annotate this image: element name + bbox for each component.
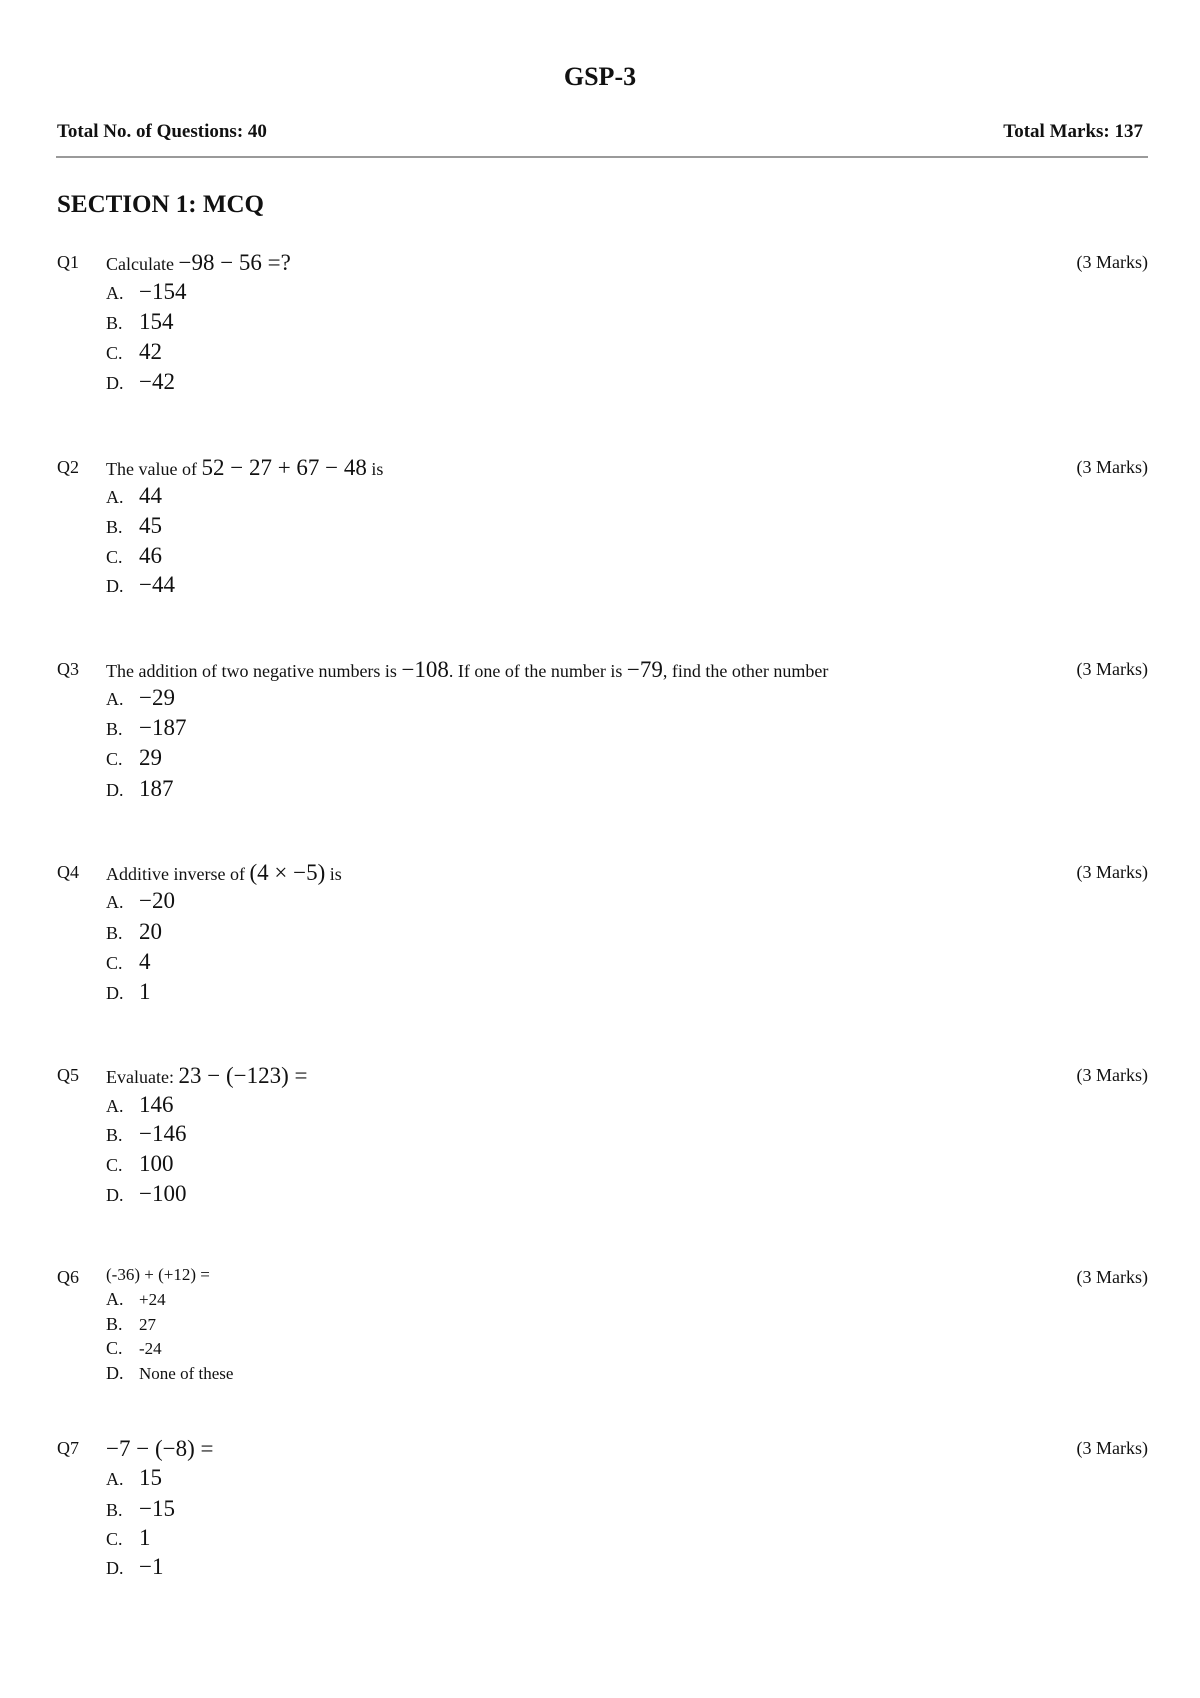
option-d — [106, 369, 175, 395]
option-b — [106, 1121, 186, 1147]
option-value: 100 — [139, 1151, 174, 1176]
question-text — [106, 1265, 210, 1285]
question-number: Q2 — [57, 457, 79, 477]
option-letter: C. — [106, 1155, 123, 1175]
option-a — [106, 1092, 174, 1118]
option-letter: B. — [106, 1500, 123, 1520]
option-value: 1 — [139, 1525, 151, 1550]
question-text-part: The addition of two negative numbers is — [106, 661, 402, 681]
question-text — [106, 1063, 307, 1089]
question-text-part: The value of — [106, 459, 202, 479]
question-math: −79 — [626, 657, 663, 682]
option-d — [106, 1181, 186, 1207]
option-letter: B. — [106, 719, 123, 739]
option-value: -24 — [139, 1339, 162, 1358]
option-value: 46 — [139, 543, 162, 568]
question-text-part: , find the other number — [662, 661, 829, 681]
option-value: −1 — [139, 1554, 164, 1579]
question-text-part: is — [366, 459, 384, 479]
option-letter: D. — [106, 780, 124, 800]
option-c — [106, 1151, 174, 1177]
question-text-part: Calculate — [106, 254, 179, 274]
option-d — [106, 572, 175, 598]
option-letter: B. — [106, 923, 123, 943]
question-text-part: Evaluate: — [106, 1067, 179, 1087]
option-letter: A. — [106, 689, 124, 709]
option-value: 29 — [139, 745, 162, 770]
option-value: 44 — [139, 483, 162, 508]
option-letter: C. — [106, 343, 123, 363]
option-b — [106, 715, 186, 741]
option-value: 187 — [139, 776, 174, 801]
total-marks: Total Marks: 137 — [1003, 121, 1143, 142]
option-value: 4 — [139, 949, 151, 974]
option-letter: D. — [106, 373, 124, 393]
option-c — [106, 543, 162, 569]
option-value: 15 — [139, 1465, 162, 1490]
option-value: −146 — [139, 1121, 187, 1146]
question-number: Q6 — [57, 1267, 79, 1287]
question-marks: (3 Marks) — [1076, 659, 1148, 679]
option-value: −15 — [139, 1496, 175, 1521]
option-value: 20 — [139, 919, 162, 944]
question-number: Q4 — [57, 862, 79, 882]
option-letter: D. — [106, 576, 124, 596]
question-marks: (3 Marks) — [1076, 1267, 1148, 1287]
option-d — [106, 1554, 163, 1580]
option-b — [106, 1314, 156, 1335]
question-marks: (3 Marks) — [1076, 1065, 1148, 1085]
option-value: 1 — [139, 979, 151, 1004]
question-math: 52 − 27 + 67 − 48 — [201, 455, 367, 480]
option-d — [106, 1363, 233, 1384]
header-divider — [56, 156, 1148, 158]
option-d — [106, 776, 174, 802]
option-letter: C. — [106, 547, 123, 567]
question-marks: (3 Marks) — [1076, 862, 1148, 882]
question-text — [106, 250, 291, 276]
option-letter: A. — [106, 1289, 124, 1309]
option-letter: C. — [106, 749, 123, 769]
option-value: 146 — [139, 1092, 174, 1117]
question-text-part: Additive inverse of — [106, 864, 250, 884]
option-value: None of these — [139, 1364, 234, 1383]
question-text-part: . If one of the number is — [448, 661, 627, 681]
total-questions: Total No. of Questions: 40 — [57, 121, 267, 142]
option-letter: A. — [106, 487, 124, 507]
question-math: 23 − (−123) = — [178, 1063, 308, 1088]
option-value: 42 — [139, 339, 162, 364]
question-marks: (3 Marks) — [1076, 252, 1148, 272]
option-letter: B. — [106, 313, 123, 333]
option-c — [106, 745, 162, 771]
option-letter: B. — [106, 1125, 123, 1145]
option-c — [106, 1338, 162, 1359]
question-text — [106, 1436, 213, 1462]
option-c — [106, 339, 162, 365]
question-marks: (3 Marks) — [1076, 457, 1148, 477]
option-letter: A. — [106, 283, 124, 303]
option-c — [106, 949, 151, 975]
option-a — [106, 685, 175, 711]
question-text — [106, 455, 383, 481]
question-number: Q5 — [57, 1065, 79, 1085]
question-number: Q3 — [57, 659, 79, 679]
option-a — [106, 1465, 162, 1491]
question-number: Q1 — [57, 252, 79, 272]
option-d — [106, 979, 151, 1005]
option-value: −20 — [139, 888, 175, 913]
option-letter: D. — [106, 983, 124, 1003]
section-title: SECTION 1: MCQ — [57, 191, 264, 218]
option-value: −29 — [139, 685, 175, 710]
question-text — [106, 860, 342, 886]
option-b — [106, 1496, 175, 1522]
option-value: 27 — [139, 1315, 156, 1334]
question-text-part: is — [325, 864, 342, 884]
option-letter: D. — [106, 1363, 124, 1383]
option-b — [106, 309, 174, 335]
option-a — [106, 483, 162, 509]
option-value: −154 — [139, 279, 187, 304]
option-value: −100 — [139, 1181, 187, 1206]
option-letter: B. — [106, 517, 123, 537]
question-text-part: (-36) + (+12) = — [106, 1265, 210, 1284]
option-letter: A. — [106, 892, 124, 912]
option-a — [106, 1289, 166, 1310]
page-title: GSP-3 — [563, 62, 637, 91]
option-b — [106, 513, 162, 539]
option-value: −42 — [139, 369, 175, 394]
option-letter: D. — [106, 1558, 124, 1578]
option-value: +24 — [139, 1290, 166, 1309]
option-value: −187 — [139, 715, 187, 740]
option-c — [106, 1525, 151, 1551]
option-a — [106, 279, 186, 305]
question-number: Q7 — [57, 1438, 79, 1458]
option-value: −44 — [139, 572, 175, 597]
option-value: 45 — [139, 513, 162, 538]
question-math: −108 — [401, 657, 449, 682]
option-letter: C. — [106, 1338, 123, 1358]
option-letter: A. — [106, 1096, 124, 1116]
option-letter: A. — [106, 1469, 124, 1489]
option-a — [106, 888, 175, 914]
question-text — [106, 657, 828, 683]
option-value: 154 — [139, 309, 174, 334]
option-letter: B. — [106, 1314, 123, 1334]
question-math: −7 − (−8) = — [106, 1436, 214, 1461]
option-letter: D. — [106, 1185, 124, 1205]
question-math: (4 × −5) — [249, 860, 326, 885]
question-marks: (3 Marks) — [1076, 1438, 1148, 1458]
option-b — [106, 919, 162, 945]
question-math: −98 − 56 =? — [178, 250, 291, 275]
option-letter: C. — [106, 953, 123, 973]
option-letter: C. — [106, 1529, 123, 1549]
